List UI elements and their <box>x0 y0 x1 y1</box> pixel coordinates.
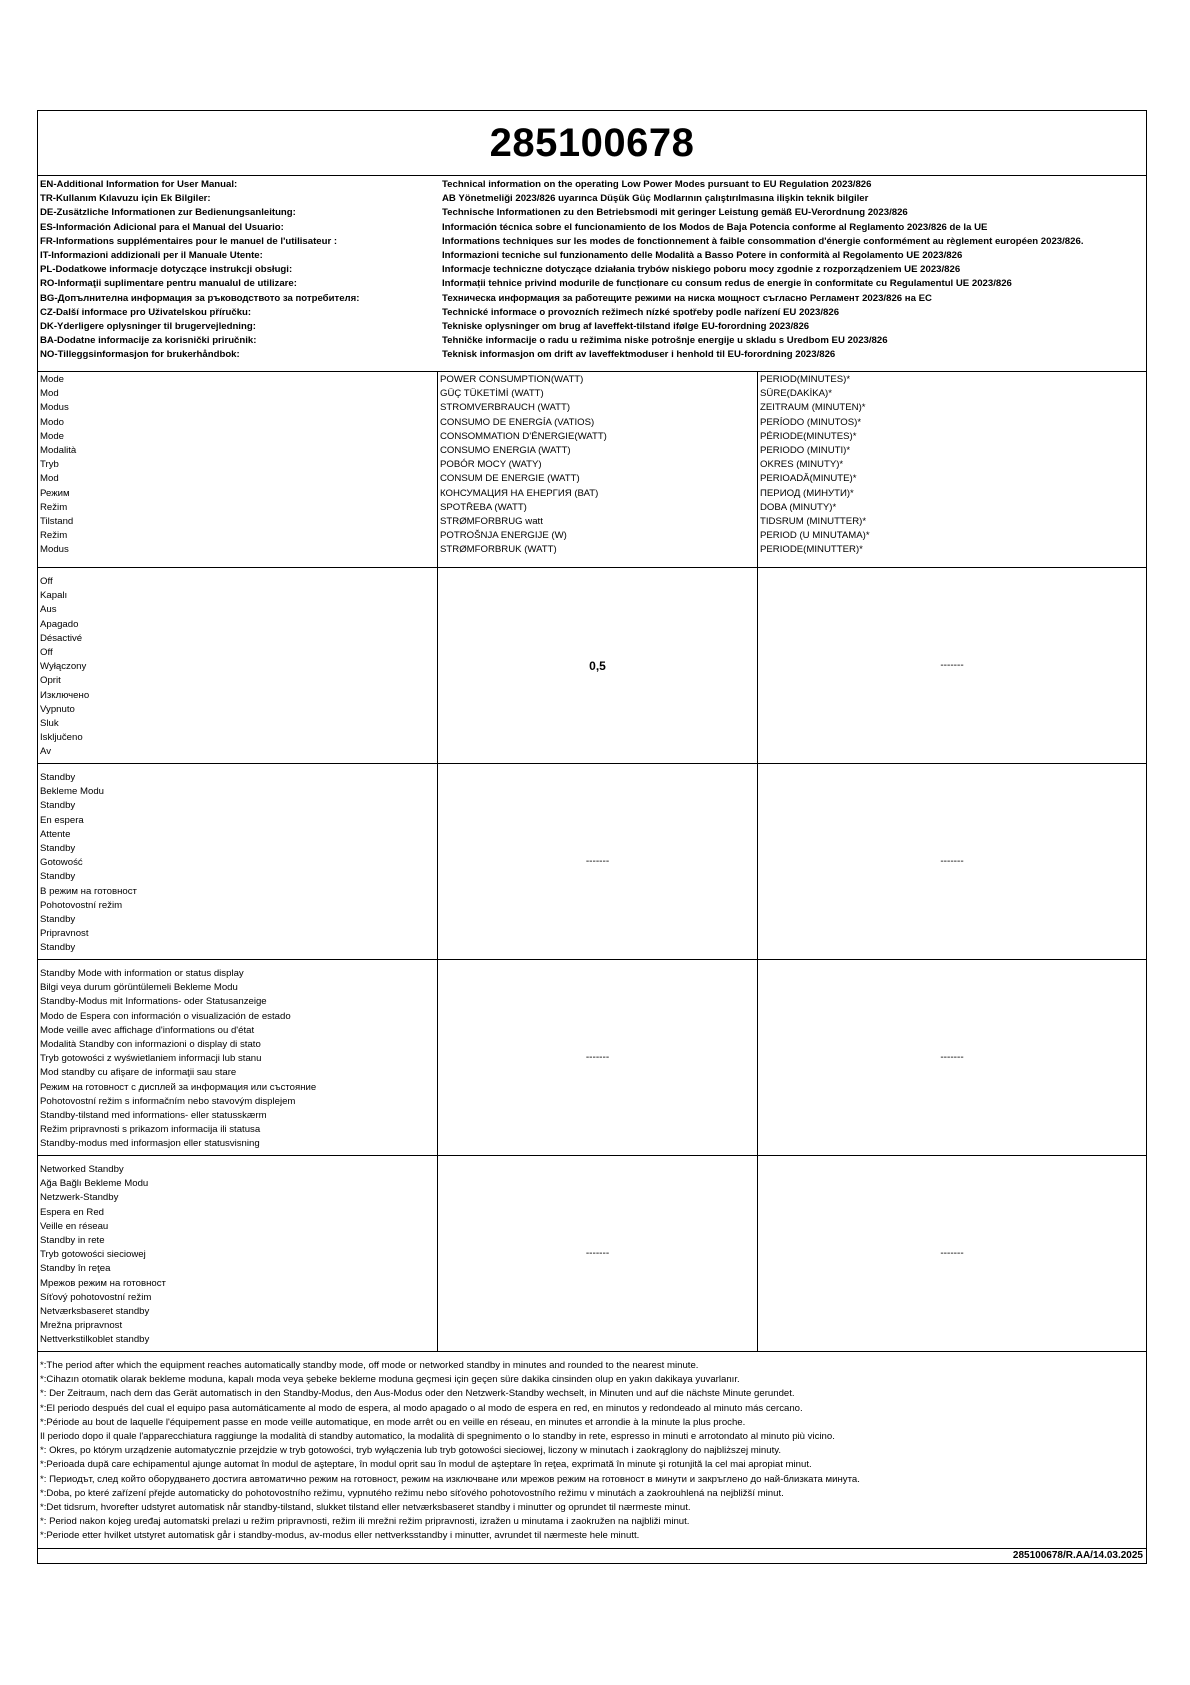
table-row-networked-standby <box>38 1156 1146 1352</box>
text-line: *:El periodo después del cual el equipo pasa automáticamente al modo de espera, al modo apagado o al modo de espera en red, en minutos y redondeado al minuto más cercano. <box>40 1402 803 1414</box>
text-line: TR-Kullanım Kılavuzu için Ek Bilgiler: <box>40 193 211 205</box>
footnotes <box>38 1352 1146 1549</box>
text-line: Kapalı <box>40 590 68 602</box>
text-line: OKRES (MINUTY)* <box>760 459 844 471</box>
text-line: Standby <box>40 871 76 883</box>
text-line: CONSUM DE ENERGIE (WATT) <box>440 473 580 485</box>
text-line: DOBA (MINUTY)* <box>760 501 837 513</box>
text-line: Technické informace o provozních režimech nízké spotřeby podle nařízení EU 2023/826 <box>442 306 840 318</box>
text-line: Standby in rete <box>40 1235 105 1247</box>
text-line: DK-Yderligere oplysninger til brugervejledning: <box>40 321 256 333</box>
text-line: ZEITRAUM (MINUTEN)* <box>760 402 866 414</box>
text-line: Vypnuto <box>40 703 75 715</box>
text-line: Mode <box>40 430 64 442</box>
text-line: *: Period nakon kojeg uređaj automatski prelazi u režim pripravnosti, režim ili mrežni režim pripravnosti, izražen u minutama i zaokružen na najbliži minut. <box>40 1516 690 1528</box>
power-value: 0,5 <box>589 658 606 673</box>
text-line: Standby Mode with information or status display <box>40 968 244 979</box>
text-line: EN-Additional Information for User Manual: <box>40 179 238 190</box>
text-line: Apagado <box>40 618 79 630</box>
table-row-off <box>38 568 1146 764</box>
text-line: Режим на готовност с дисплей за информация или състояние <box>40 1081 317 1093</box>
period-value: ------- <box>940 1052 964 1063</box>
text-line: Standby-Modus mit Informations- oder Statusanzeige <box>40 996 267 1008</box>
text-line: Standby în reţea <box>40 1263 111 1275</box>
text-line: Síťový pohotovostní režim <box>40 1291 152 1303</box>
text-line: Teknisk informasjon om drift av laveffektmoduser i henhold til EU-forordning 2023/826 <box>442 349 836 361</box>
text-line: Off <box>40 576 53 587</box>
text-line: КОНСУМАЦИЯ НА ЕНЕРГИЯ (ВАТ) <box>440 487 599 499</box>
text-line: PÉRIODE(MINUTES)* <box>760 430 857 442</box>
text-line: POWER CONSUMPTION(WATT) <box>440 374 584 385</box>
power-value: ------- <box>585 856 610 867</box>
text-line: *: Периодът, след който оборудването достига автоматично режим на готовност, режим на изключване или мрежов режим на готовност в минути и закръглено до най-близката минута. <box>40 1473 860 1485</box>
text-line: Изключено <box>40 689 90 701</box>
text-line: Tryb <box>40 459 59 471</box>
text-line: Modus <box>40 402 69 414</box>
text-line: Off <box>40 647 53 659</box>
text-line: Mod <box>40 473 59 485</box>
text-line: IT-Informazioni addizionali per il Manuale Utente: <box>40 250 263 262</box>
text-line: *:Periode etter hvilket utstyret automatisk går i standby-modus, av-modus eller nettverksstandby i minutter, avrundet til nærmeste hele minutt. <box>40 1530 640 1542</box>
text-line: Sluk <box>40 718 59 730</box>
text-line: Av <box>40 746 52 758</box>
text-line: Mode veille avec affichage d'informations ou d'état <box>40 1024 255 1036</box>
text-line: *:Période au bout de laquelle l'équipement passe en mode veille automatique, en mode arrêt ou en veille en réseau, en minutes et arrondie à la minute la plus proche. <box>40 1416 746 1428</box>
text-line: ES-Información Adicional para el Manual del Usuario: <box>40 221 284 233</box>
text-line: PERIOD(MINUTES)* <box>760 374 851 385</box>
text-line: POBÓR MOCY (WATY) <box>440 459 542 471</box>
text-line: Modalità Standby con informazioni o display di stato <box>40 1039 261 1051</box>
text-line: PL-Dodatkowe informacje dotyczące instrukcji obsługi: <box>40 264 293 276</box>
text-line: Pohotovostní režim <box>40 899 123 911</box>
text-line: *:Cihazın otomatik olarak bekleme moduna, kapalı moda veya şebeke bekleme moduna geçmesi için geçen süre dakika cinsinden olup en yakın dakikaya yuvarlanır. <box>40 1374 740 1386</box>
text-line: Isključeno <box>40 732 83 744</box>
header-right-list <box>438 176 1146 371</box>
mode-label-list <box>38 764 438 959</box>
text-line: PERIODO (MINUTI)* <box>760 445 851 457</box>
text-line: Standby <box>40 914 76 926</box>
text-line: Modus <box>40 544 69 556</box>
header-left-list <box>38 176 438 371</box>
text-line: PERÍODO (MINUTOS)* <box>760 416 862 428</box>
text-line: Режим <box>40 487 70 499</box>
text-line: SÜRE(DAKİKA)* <box>760 388 832 400</box>
text-line: Attente <box>40 828 71 840</box>
text-line: Oprit <box>40 675 61 687</box>
text-line: Informazioni tecniche sul funzionamento delle Modalità a Basso Potere in conformità al Regolamento UE 2023/826 <box>442 250 963 262</box>
period-value: ------- <box>940 1248 964 1259</box>
text-line: В режим на готовност <box>40 885 137 897</box>
text-line: Veille en réseau <box>40 1220 109 1232</box>
text-line: BA-Dodatne informacije za korisnički priručnik: <box>40 335 257 347</box>
language-header <box>38 176 1146 372</box>
mode-heading-list <box>38 372 438 567</box>
text-line: Espera en Red <box>40 1206 104 1218</box>
text-line: Tilstand <box>40 516 74 528</box>
text-line: Il periodo dopo il quale l'apparecchiatura raggiunge la modalità di standby automatico, la modalità di spegnimento o lo standby in rete, espresso in minuti e arrotondato al minuto più vicino. <box>40 1431 835 1443</box>
text-line: Gotowość <box>40 857 83 869</box>
text-line: Modo <box>40 416 64 428</box>
text-line: Standby <box>40 800 76 812</box>
text-line: STROMVERBRAUCH (WATT) <box>440 402 571 414</box>
document-sheet <box>37 110 1147 1564</box>
column-headings-row <box>38 372 1146 568</box>
text-line: Mod standby cu afişare de informaţii sau stare <box>40 1067 237 1079</box>
text-line: RO-Informaţii suplimentare pentru manualul de utilizare: <box>40 278 297 290</box>
text-line: Režim <box>40 501 68 513</box>
text-line: Technical information on the operating Low Power Modes pursuant to EU Regulation 2023/826 <box>442 179 872 190</box>
text-line: DE-Zusätzliche Informationen zur Bedienungsanleitung: <box>40 207 296 219</box>
period-heading-list <box>758 372 1146 567</box>
text-line: CZ-Další informace pro Uživatelskou příručku: <box>40 306 252 318</box>
text-line: Техническа информация за работещите режими на ниска мощност съгласно Регламент 2023/826 на ЕС <box>442 292 932 304</box>
power-heading-list <box>438 372 758 567</box>
text-line: Standby <box>40 942 76 954</box>
text-line: *:Perioada după care echipamentul ajunge automat în modul de aşteptare, în modul oprit sau în modul de aşteptare în reţea, exprimată în minute şi rotunjită la cel mai apropiat minut. <box>40 1459 812 1471</box>
text-line: Informations techniques sur les modes de fonctionnement à faible consommation d'énergie conformément au règlement européen 2023/826. <box>442 235 1084 247</box>
text-line: Ağa Bağlı Bekleme Modu <box>40 1178 149 1190</box>
text-line: Wyłączony <box>40 661 87 673</box>
text-line: Aus <box>40 604 57 616</box>
text-line: Networked Standby <box>40 1164 124 1175</box>
text-line: PERIODE(MINUTTER)* <box>760 544 863 556</box>
text-line: Bilgi veya durum görüntülemeli Bekleme Modu <box>40 982 238 994</box>
text-line: Standby <box>40 772 76 783</box>
text-line: Mod <box>40 388 59 400</box>
text-line: Tryb gotowości z wyświetlaniem informacji lub stanu <box>40 1053 262 1065</box>
text-line: Standby-modus med informasjon eller statusvisning <box>40 1138 260 1150</box>
text-line: Mode <box>40 374 64 385</box>
period-value: ------- <box>940 660 964 671</box>
text-line: Netzwerk-Standby <box>40 1192 119 1204</box>
text-line: Modalità <box>40 445 77 457</box>
text-line: TIDSRUM (MINUTTER)* <box>760 516 867 528</box>
text-line: CONSOMMATION D'ÉNERGIE(WATT) <box>440 430 607 442</box>
text-line: FR-Informations supplémentaires pour le manuel de l'utilisateur : <box>40 235 338 247</box>
text-line: CONSUMO ENERGIA (WATT) <box>440 445 571 457</box>
text-line: POTROŠNJA ENERGIJE (W) <box>440 530 567 542</box>
text-line: *: Der Zeitraum, nach dem das Gerät automatisch in den Standby-Modus, den Aus-Modus oder den Netzwerk-Standby wechselt, in Minuten und auf die nächste Minute gerundet. <box>40 1388 795 1400</box>
document-title: 285100678 <box>38 111 1146 176</box>
text-line: BG-Допълнителна информация за ръководството за потребителя: <box>40 292 360 304</box>
text-line: SPOTŘEBA (WATT) <box>440 501 527 513</box>
text-line: Pohotovostní režim s informačním nebo stavovým displejem <box>40 1095 296 1107</box>
mode-label-list <box>38 960 438 1155</box>
text-line: *:The period after which the equipment reaches automatically standby mode, off mode or networked standby in minutes and rounded to the nearest minute. <box>40 1360 699 1371</box>
text-line: Mrežna pripravnost <box>40 1320 123 1332</box>
mode-label-list <box>38 568 438 763</box>
table-row-standby-info <box>38 960 1146 1156</box>
text-line: Bekleme Modu <box>40 786 104 798</box>
text-line: *:Doba, po které zařízení přejde automaticky do pohotovostního režimu, vypnutého režimu nebo síťového pohotovostního režimu v minutách a zaokrouhlená na nejbližší minut. <box>40 1487 784 1499</box>
power-value: ------- <box>585 1052 610 1063</box>
text-line: Désactivé <box>40 632 83 644</box>
document-reference: 285100678/R.AA/14.03.2025 <box>1012 1549 1143 1561</box>
text-line: PERIOD (U MINUTAMA)* <box>760 530 870 542</box>
text-line: Technische Informationen zu den Betriebsmodi mit geringer Leistung gemäß EU-Verordnung 2023/826 <box>442 207 908 219</box>
table-row-standby <box>38 764 1146 960</box>
text-line: ПЕРИОД (МИНУТИ)* <box>760 487 854 499</box>
text-line: Tryb gotowości sieciowej <box>40 1249 146 1261</box>
text-line: Informacje techniczne dotyczące działania trybów niskiego poboru mocy zgodnie z rozporządzeniem UE 2023/826 <box>442 264 961 276</box>
mode-label-list <box>38 1156 438 1351</box>
text-line: Netværksbaseret standby <box>40 1306 150 1318</box>
text-line: Tehničke informacije o radu u režimima niske potrošnje energije u skladu s Uredbom EU 2023/826 <box>442 335 888 347</box>
text-line: STRØMFORBRUG watt <box>440 516 543 528</box>
text-line: En espera <box>40 814 84 826</box>
text-line: Información técnica sobre el funcionamiento de los Modos de Baja Potencia conforme al Reglamento 2023/826 de la UE <box>442 221 988 233</box>
text-line: NO-Tilleggsinformasjon for brukerhåndbok: <box>40 349 240 361</box>
text-line: PERIOADĂ(MINUTE)* <box>760 473 857 485</box>
text-line: AB Yönetmeliği 2023/826 uyarınca Düşük Güç Modlarının çalıştırılmasına ilişkin teknik bilgiler <box>442 193 869 205</box>
text-line: STRØMFORBRUK (WATT) <box>440 544 557 556</box>
text-line: Modo de Espera con información o visualización de estado <box>40 1010 291 1022</box>
text-line: *:Det tidsrum, hvorefter udstyret automatisk når standby-tilstand, slukket tilstand eller netværksbaseret standby i minutter og oprundet til nærmeste minut. <box>40 1502 691 1514</box>
text-line: Režim pripravnosti s prikazom informacija ili statusa <box>40 1124 261 1136</box>
text-line: GÜÇ TÜKETİMİ (WATT) <box>440 388 544 400</box>
power-value: ------- <box>585 1248 610 1259</box>
text-line: *: Okres, po którym urządzenie automatycznie przejdzie w tryb gotowości, tryb wyłączenia lub tryb gotowości sieciowej, liczony w minutach i zaokrąglony do najbliższej minuty. <box>40 1445 781 1457</box>
text-line: Tekniske oplysninger om brug af laveffekt-tilstand ifølge EU-forordning 2023/826 <box>442 321 810 333</box>
text-line: CONSUMO DE ENERGÍA (VATIOS) <box>440 416 595 428</box>
text-line: Informații tehnice privind modurile de funcționare cu consum redus de energie în conformitate cu Regulamentul UE 2023/826 <box>442 278 1012 290</box>
text-line: Nettverkstilkoblet standby <box>40 1334 150 1346</box>
text-line: Standby-tilstand med informations- eller statusskærm <box>40 1110 267 1122</box>
period-value: ------- <box>940 856 964 867</box>
text-line: Režim <box>40 530 68 542</box>
text-line: Pripravnost <box>40 928 89 940</box>
text-line: Мрежов режим на готовност <box>40 1277 166 1289</box>
text-line: Standby <box>40 843 76 855</box>
